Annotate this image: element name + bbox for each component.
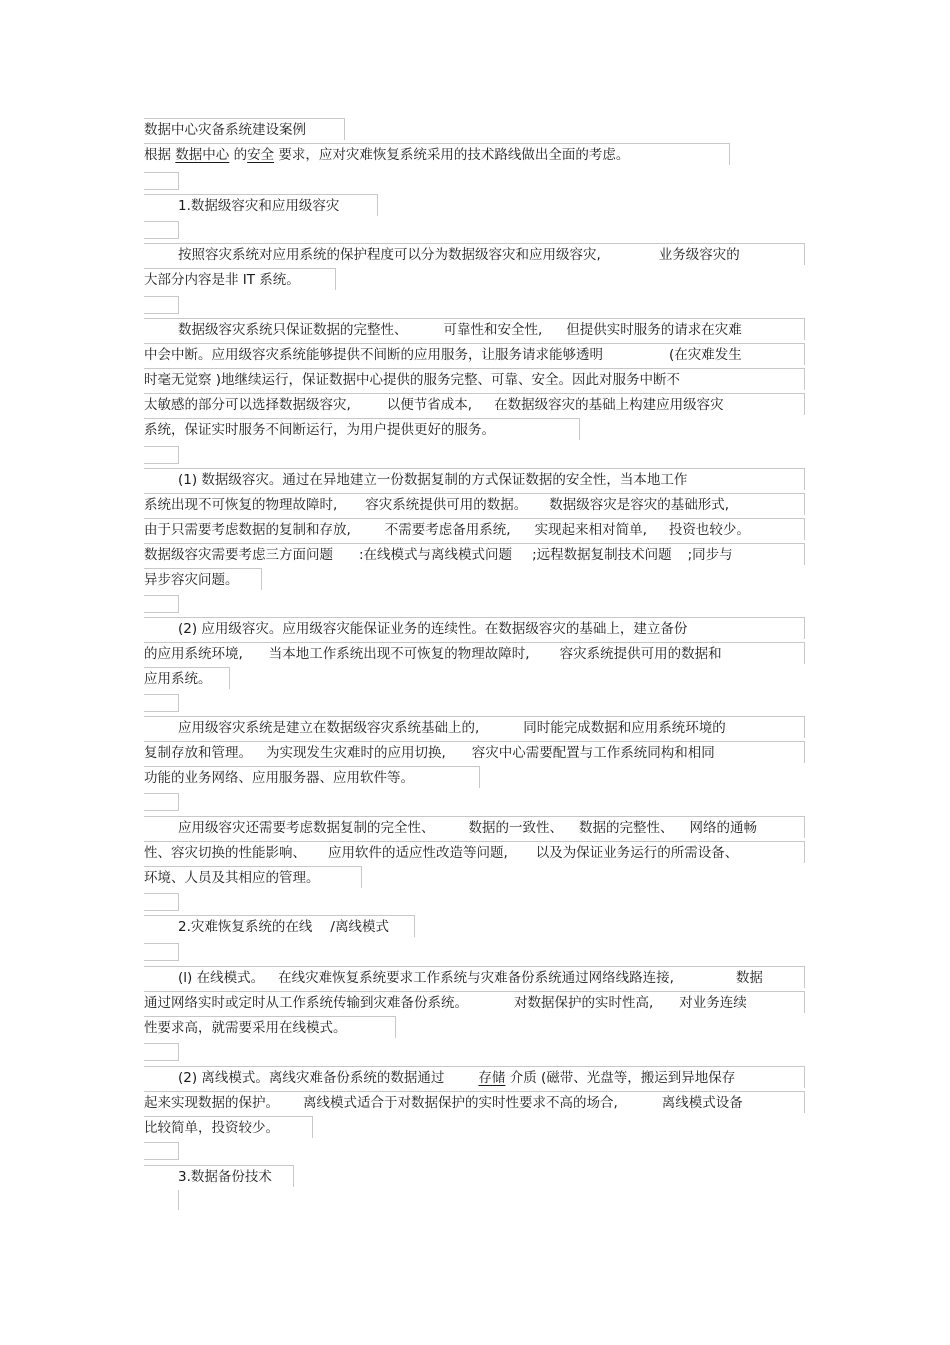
text-span: 时毫无觉察 )地继续运行，保证数据中心提供的服务完整、可靠、安全。因此对服务中断不 xyxy=(144,372,681,388)
text-span: 当本地工作系统出现不可恢复的物理故障时, xyxy=(268,646,530,662)
trailing-divider xyxy=(178,1190,179,1210)
text-span: 比较简单，投资较少。 xyxy=(144,1120,279,1136)
intro-paragraph xyxy=(144,143,730,165)
p1-line-1 xyxy=(144,243,805,265)
text-span: 功能的业务网络、应用服务器、应用软件等。 xyxy=(144,770,414,786)
link-data-center[interactable]: 数据中心 xyxy=(175,147,230,163)
text-span: 可靠性和安全性, xyxy=(443,322,543,338)
text-span: (1) 数据级容灾。通过在异地建立一份数据复制的方式保证数据的安全性，当本地工作 xyxy=(178,472,688,488)
text-span: 离线模式设备 xyxy=(661,1095,743,1111)
spacer-box xyxy=(144,221,179,239)
p5-line-3 xyxy=(144,766,480,788)
p6-line-2 xyxy=(144,841,805,863)
text-span: :在线模式与离线模式问题 xyxy=(359,547,513,563)
p7-line-2 xyxy=(144,991,805,1013)
document-title xyxy=(144,118,345,140)
text-span: 系统出现不可恢复的物理故障时, xyxy=(144,497,338,513)
text-span: 容灾中心需要配置与工作系统同构和相同 xyxy=(471,745,715,761)
text-span: 数据的完整性、 xyxy=(579,820,674,836)
text-span: 环境、人员及其相应的管理。 xyxy=(144,870,320,886)
text-span: 数据级容灾系统只保证数据的完整性、 xyxy=(178,322,408,338)
p3-line-1 xyxy=(144,468,805,490)
text-span: 在线灾难恢复系统要求工作系统与灾难备份系统通过网络线路连接, xyxy=(278,970,674,986)
p3-line-3 xyxy=(144,518,805,540)
section-heading-1 xyxy=(144,194,378,216)
text-span: 应用系统。 xyxy=(144,671,212,687)
text-span: 为实现发生灾难时的应用切换, xyxy=(266,745,446,761)
text-span: 3.数据备份技术 xyxy=(178,1169,272,1185)
text-span: 但提供实时服务的请求在灾难 xyxy=(566,322,742,338)
spacer-box xyxy=(144,943,179,961)
spacer-box xyxy=(144,893,179,911)
text-span: 在数据级容灾的基础上构建应用级容灾 xyxy=(494,397,724,413)
text-span: (在灾难发生 xyxy=(669,347,742,363)
text-span: 容灾系统提供可用的数据。 xyxy=(365,497,528,513)
text-span: 通过网络实时或定时从工作系统传输到灾难备份系统。 xyxy=(144,995,468,1011)
p5-line-1 xyxy=(144,716,805,738)
text-span: /离线模式 xyxy=(330,919,389,935)
p7-line-1 xyxy=(144,966,805,988)
intro-suffix: 要求，应对灾难恢复系统采用的技术路线做出全面的考虑。 xyxy=(274,147,630,163)
spacer-box xyxy=(144,172,179,190)
text-span: 容灾系统提供可用的数据和 xyxy=(559,646,722,662)
spacer-box xyxy=(144,595,179,613)
p6-line-1 xyxy=(144,816,805,838)
p2-line-1 xyxy=(144,318,805,340)
p2-line-5 xyxy=(144,418,580,440)
spacer-box xyxy=(144,446,179,464)
text-span: 对数据保护的实时性高, xyxy=(514,995,654,1011)
text-span: 投资也较少。 xyxy=(668,522,750,538)
text-span: 不需要考虑备用系统, xyxy=(384,522,511,538)
text-span: 数据级容灾是容灾的基础形式, xyxy=(549,497,730,513)
text-span: 离线模式适合于对数据保护的实时性要求不高的场合, xyxy=(303,1095,618,1111)
text-span: (2) 应用级容灾。应用级容灾能保证业务的连续性。在数据级容灾的基础上，建立备份 xyxy=(178,621,688,637)
p3-line-4 xyxy=(144,543,805,565)
p4-line-3 xyxy=(144,667,230,689)
p5-line-2 xyxy=(144,741,805,763)
p2-line-4 xyxy=(144,393,805,415)
text-span: 以及为保证业务运行的所需设备、 xyxy=(535,845,739,861)
text-span: 大部分内容是非 IT 系统。 xyxy=(144,272,300,288)
text-span: 中会中断。应用级容灾系统能够提供不间断的应用服务，让服务请求能够透明 xyxy=(144,347,603,363)
text-span: (l) 在线模式。 xyxy=(178,970,265,986)
text-span: 按照容灾系统对应用系统的保护程度可以分为数据级容灾和应用级容灾, xyxy=(178,247,601,263)
spacer-box xyxy=(144,694,179,712)
text-span: 数据 xyxy=(735,970,763,986)
p7-line-3 xyxy=(144,1016,396,1038)
text-span: 由于只需要考虑数据的复制和存放, xyxy=(144,522,351,538)
text-span: 性、容灾切换的性能影响、 xyxy=(144,845,306,861)
text-span: 性要求高，就需要采用在线模式。 xyxy=(144,1020,347,1036)
section-heading-2 xyxy=(144,915,415,937)
text-span: ;远程数据复制技术问题 xyxy=(532,547,672,563)
text-span: 应用软件的适应性改造等问题, xyxy=(328,845,508,861)
text-span: 以便节省成本, xyxy=(386,397,473,413)
text-span: 实现起来相对简单, xyxy=(534,522,647,538)
p2-line-2 xyxy=(144,343,805,365)
intro-prefix: 根据 xyxy=(144,147,176,163)
p3-line-5 xyxy=(144,568,262,590)
p4-line-1 xyxy=(144,617,805,639)
text-span: 同时能完成数据和应用系统环境的 xyxy=(523,720,726,736)
text-span: 应用级容灾系统是建立在数据级容灾系统基础上的, xyxy=(178,720,480,736)
text-span: 起来实现数据的保护。 xyxy=(144,1095,279,1111)
text-span: 的应用系统环境, xyxy=(144,646,243,662)
text-span: ;同步与 xyxy=(687,547,733,563)
text-span: 数据的一致性、 xyxy=(468,820,563,836)
title-text: 数据中心灾备系统建设案例 xyxy=(144,122,306,138)
text-span: 太敏感的部分可以选择数据级容灾, xyxy=(144,397,351,413)
text-span: (2) 离线模式。离线灾难备份系统的数据通过 xyxy=(178,1070,445,1086)
spacer-box xyxy=(144,1142,179,1160)
spacer-box xyxy=(144,793,179,811)
p8-line-3 xyxy=(144,1116,313,1138)
text-span: 对业务连续 xyxy=(679,995,747,1011)
p2-line-3 xyxy=(144,368,805,390)
text-span: 2.灾难恢复系统的在线 xyxy=(178,919,313,935)
link-storage[interactable]: 存储 xyxy=(478,1070,506,1086)
p8-line-2 xyxy=(144,1091,805,1113)
intro-mid: 的 xyxy=(229,147,248,163)
p8-line-1 xyxy=(144,1066,805,1088)
text-span: 复制存放和管理。 xyxy=(144,745,252,761)
text-span: 异步容灾问题。 xyxy=(144,572,239,588)
spacer-box xyxy=(144,1043,179,1061)
text-span: 应用级容灾还需要考虑数据复制的完全性、 xyxy=(178,820,435,836)
section-heading-3 xyxy=(144,1165,294,1187)
heading1-text: 1.数据级容灾和应用级容灾 xyxy=(178,198,340,214)
text-span: 业务级容灾的 xyxy=(658,247,740,263)
link-security[interactable]: 安全 xyxy=(247,147,275,163)
p1-line-2 xyxy=(144,268,336,290)
p3-line-2 xyxy=(144,493,805,515)
text-span: 网络的通畅 xyxy=(689,820,757,836)
text-span: 介质 (磁带、光盘等，搬运到异地保存 xyxy=(505,1070,736,1086)
text-span: 系统，保证实时服务不间断运行，为用户提供更好的服务。 xyxy=(144,422,495,438)
text-span: 数据级容灾需要考虑三方面问题 xyxy=(144,547,333,563)
p4-line-2 xyxy=(144,642,805,664)
p6-line-3 xyxy=(144,866,362,888)
spacer-box xyxy=(144,296,179,314)
